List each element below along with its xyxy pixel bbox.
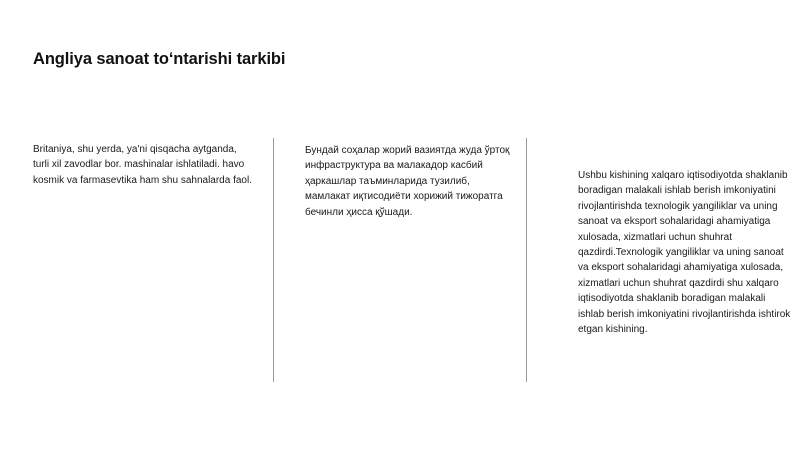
- column-divider: [273, 138, 274, 382]
- column-divider: [526, 138, 527, 382]
- column-1-text: Britaniya, shu yerda, ya'ni qisqacha aytganda, turli xil zavodlar bor. mashinalar ishlatiladi. havo kosmik va farmasevtika ham shu sahnalarda faol.: [33, 144, 252, 186]
- column-2-text: Бундай соҳалар жорий вазиятда жуда ўртоқ инфраструктура ва малакадор касбий ҳаркашлар таъминларида тузилиб, мамлакат иқтисодиёти хорижий тижоратга бечинли ҳисса қўшади.: [305, 145, 510, 218]
- slide-title: Angliya sanoat toʻntarishi tarkibi: [33, 50, 286, 68]
- column-3-text: Ushbu kishining xalqaro iqtisodiyotda shaklanib boradigan malakali ishlab berish imkoniyatini rivojlantirishda texnologik yangiliklar va uning sanoat va eksport sohalaridagi ahamiyatiga xulosada, xizmatlari uchun shuhrat qazdirdi.Texnologik yangiliklar va uning sanoat va eksport sohalaridagi ahamiyatiga xulosada, xizmatlari uchun shuhrat qazdirdi shu xalqaro iqtisodiyotda shaklanib boradigan malakali ishlab berish imkoniyatini rivojlantirishda ishtirok etgan kishining.: [578, 170, 791, 336]
